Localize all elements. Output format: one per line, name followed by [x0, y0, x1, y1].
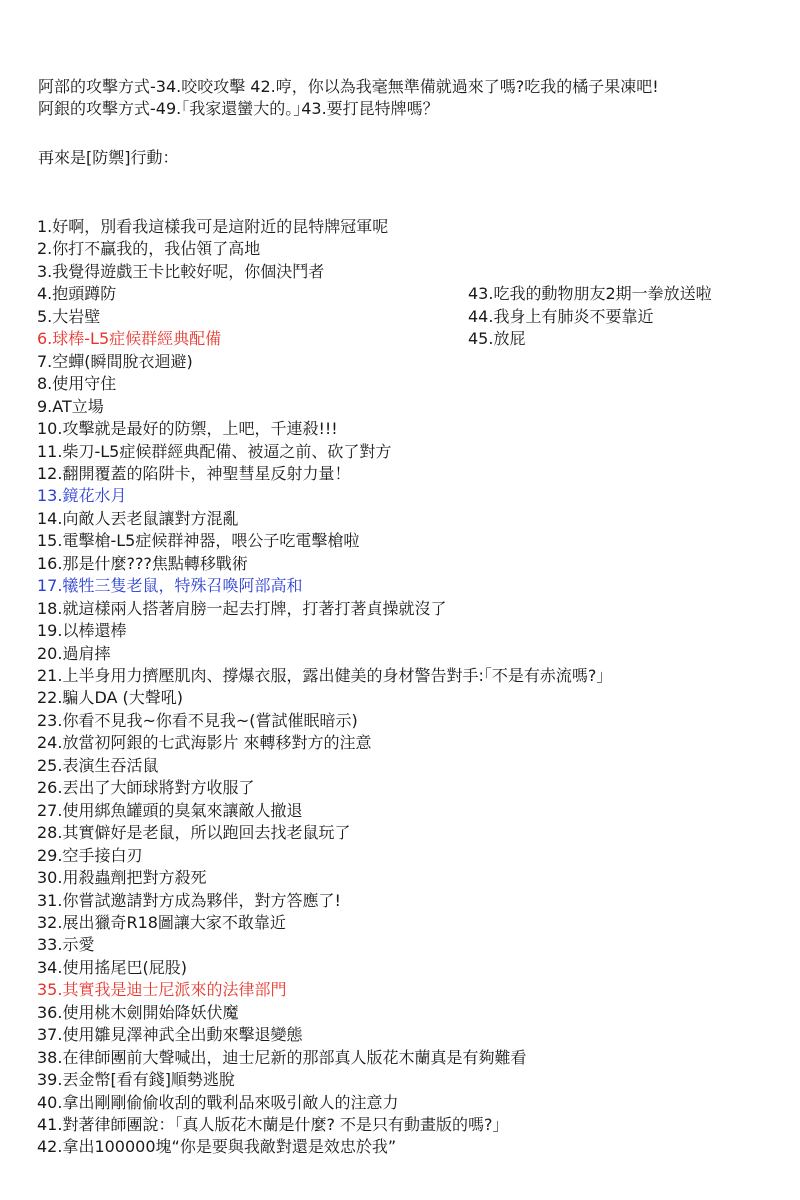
defense-action-item: 2.你打不贏我的，我佔領了高地: [37, 239, 261, 259]
defense-action-item: 10.攻擊就是最好的防禦，上吧，千連殺!!!: [37, 419, 338, 439]
defense-action-item: 13.鏡花水月: [37, 486, 127, 506]
defense-action-item: 34.使用搖尾巴(屁股): [37, 957, 187, 977]
defense-action-item: 27.使用綁魚罐頭的臭氣來讓敵人撤退: [37, 800, 303, 820]
defense-action-item: 23.你看不見我~你看不見我~(嘗試催眠暗示): [37, 710, 358, 730]
defense-action-item: 22.騙人DA (大聲吼): [37, 688, 184, 708]
defense-action-item: 31.你嘗試邀請對方成為夥伴，對方答應了!: [37, 890, 341, 910]
intro-line-gin: 阿銀的攻擊方式-49.｢我家還蠻大的。｣43.要打昆特牌嗎？: [38, 99, 439, 118]
defense-action-item: 3.我覺得遊戲王卡比較好呢，你個決鬥者: [37, 261, 325, 281]
side-action-item: 44.我身上有肺炎不要靠近: [468, 306, 654, 326]
defense-action-item: 39.丟金幣[看有錢]順勢逃脫: [37, 1070, 235, 1090]
defense-action-item: 29.空手接白刃: [37, 845, 143, 865]
defense-action-item: 36.使用桃木劍開始降妖伏魔: [37, 1002, 239, 1022]
defense-action-item: 26.丟出了大師球將對方收服了: [37, 778, 255, 798]
defense-action-item: 5.大岩壁: [37, 306, 101, 326]
defense-action-item: 37.使用雛見澤神武全出動來擊退變態: [37, 1025, 303, 1045]
defense-action-item: 35.其實我是迪士尼派來的法律部門: [37, 980, 287, 1000]
defense-action-item: 12.翻開覆蓋的陷阱卡，神聖彗星反射力量！: [37, 463, 351, 483]
defense-action-item: 21.上半身用力擠壓肌肉、撐爆衣服，露出健美的身材警告對手:｢不是有赤流嗎?｣: [37, 666, 605, 685]
side-action-item: 45.放屁: [468, 329, 526, 348]
defense-action-item: 33.示愛: [37, 935, 95, 955]
defense-action-item: 1.好啊，別看我這樣我可是這附近的昆特牌冠軍呢: [37, 217, 389, 236]
defense-action-item: 4.抱頭蹲防: [37, 284, 117, 304]
defense-action-item: 6.球棒-L5症候群經典配備: [37, 329, 222, 349]
defense-action-item: 9.AT立場: [37, 396, 104, 416]
defense-action-item: 20.過肩摔: [37, 643, 111, 663]
defense-action-item: 11.柴刀-L5症候群經典配備、被逼之前、砍了對方: [37, 441, 392, 461]
defense-action-item: 28.其實僻好是老鼠，所以跑回去找老鼠玩了: [37, 823, 351, 843]
defense-action-item: 18.就這樣兩人搭著肩膀一起去打牌，打著打著貞操就沒了: [37, 598, 447, 618]
defense-action-item: 19.以棒還棒: [37, 621, 127, 641]
defense-action-item: 25.表演生吞活鼠: [37, 755, 159, 775]
defense-action-item: 7.空蟬(瞬間脫衣迴避): [37, 351, 193, 371]
defense-action-item: 30.用殺蟲劑把對方殺死: [37, 868, 207, 888]
defense-action-item: 32.展出獵奇R18圖讓大家不敢靠近: [37, 912, 286, 932]
defense-heading: 再來是[防禦]行動：: [38, 148, 179, 167]
defense-action-item: 40.拿出剛剛偷偷收刮的戰利品來吸引敵人的注意力: [37, 1092, 399, 1112]
defense-action-item: 15.電擊槍-L5症候群神器，喂公子吃電擊槍啦: [37, 531, 360, 551]
defense-action-item: 17.犧牲三隻老鼠，特殊召喚阿部高和: [37, 576, 303, 596]
defense-action-item: 38.在律師團前大聲喊出，迪士尼新的那部真人版花木蘭真是有夠難看: [37, 1047, 527, 1067]
defense-action-item: 8.使用守住: [37, 374, 117, 394]
intro-line-abe: 阿部的攻擊方式-34.咬咬攻擊 42.哼，你以為我毫無準備就過來了嗎?吃我的橘子果凍吧!: [38, 77, 659, 96]
defense-action-item: 24.放當初阿銀的七武海影片 來轉移對方的注意: [37, 733, 372, 753]
defense-action-item: 42.拿出100000塊“你是要與我敵對還是效忠於我”: [37, 1137, 397, 1157]
side-action-item: 43.吃我的動物朋友2期一拳放送啦: [468, 284, 712, 303]
defense-action-item: 41.對著律師團說：｢真人版花木蘭是什麼? 不是只有動畫版的嗎?｣: [37, 1115, 501, 1134]
defense-action-item: 14.向敵人丟老鼠讓對方混亂: [37, 508, 239, 528]
defense-action-item: 16.那是什麼???焦點轉移戰術: [37, 553, 248, 573]
